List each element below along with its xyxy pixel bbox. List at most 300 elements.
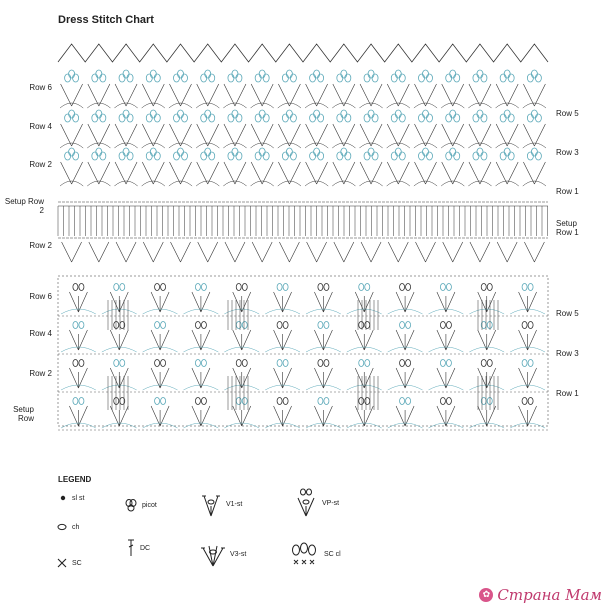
cluster-loop — [174, 114, 180, 122]
picot-loop — [201, 284, 206, 291]
picot-loop — [79, 360, 84, 367]
cluster-loop — [92, 152, 98, 160]
picot-loop — [73, 360, 78, 367]
picot-loop — [406, 284, 411, 291]
top-left-label-row2: Row 2 — [29, 160, 52, 169]
cluster-loop — [146, 152, 152, 160]
v-stitch — [142, 124, 164, 146]
picot-loop — [155, 398, 160, 405]
bottom-left-label-row2: Row 2 — [29, 369, 52, 378]
picot-loop — [446, 322, 451, 329]
cluster-loop — [119, 152, 125, 160]
cluster-loop — [395, 70, 401, 78]
cluster-loop — [123, 70, 129, 78]
cluster-loop — [500, 152, 506, 160]
v-stitch — [523, 124, 545, 146]
picot-loop — [236, 322, 241, 329]
cluster-loop — [73, 74, 79, 82]
cluster-loop — [182, 114, 188, 122]
picot-loop — [528, 322, 533, 329]
picot-loop — [283, 322, 288, 329]
cluster-loop — [504, 70, 510, 78]
v-stitch — [61, 84, 83, 106]
cluster-loop — [201, 114, 207, 122]
cluster-loop — [69, 70, 75, 78]
v-stitch — [524, 242, 544, 262]
cluster-loop — [454, 114, 460, 122]
v-stitch — [415, 162, 437, 184]
top-left-label-row4: Row 4 — [29, 122, 52, 131]
picot-loop — [242, 398, 247, 405]
cluster-loop — [419, 74, 425, 82]
cluster-loop — [123, 148, 129, 156]
cluster-loop — [477, 110, 483, 118]
cluster-loop — [150, 70, 156, 78]
flower-logo-icon: ✿ — [479, 588, 493, 602]
cluster-loop — [535, 74, 541, 82]
cluster-loop — [65, 152, 71, 160]
cluster-loop — [535, 114, 541, 122]
cluster-loop — [290, 152, 296, 160]
bottom-left-label-row6: Row 6 — [29, 292, 52, 301]
cluster-loop — [337, 114, 343, 122]
picot-loop — [236, 360, 241, 367]
cluster-loop — [364, 114, 370, 122]
picot-loop — [114, 284, 119, 291]
bottom-stitch-chart — [58, 276, 548, 430]
v-stitch — [388, 242, 408, 262]
top-right-label-setup-row1: Setup Row 1 — [556, 219, 579, 237]
cluster-loop — [318, 74, 324, 82]
picot-loop — [406, 322, 411, 329]
cluster-loop — [318, 152, 324, 160]
x-cross-icon — [56, 557, 68, 569]
picot-loop — [359, 322, 364, 329]
top-left-label-setup-row2: Setup Row 2 — [4, 197, 44, 215]
legend-item-ch — [56, 522, 79, 532]
cluster-loop — [201, 152, 207, 160]
cluster-loop — [205, 148, 211, 156]
vp-stitch-icon — [294, 488, 318, 518]
legend-item-v3-st — [200, 540, 246, 568]
v-stitch — [387, 84, 409, 106]
picot-loop — [195, 284, 200, 291]
cluster-loop — [391, 114, 397, 122]
cluster-loop — [232, 148, 238, 156]
v-stitch — [443, 242, 463, 262]
cluster-loop — [395, 110, 401, 118]
cluster-loop — [286, 148, 292, 156]
picot-loop — [195, 360, 200, 367]
v-stitch — [306, 162, 328, 184]
picot-loop — [155, 360, 160, 367]
picot-loop — [277, 284, 282, 291]
v-stitch — [224, 84, 246, 106]
legend-label: V3-st — [230, 550, 247, 558]
cluster-loop — [96, 70, 102, 78]
bottom-left-label-row4: Row 4 — [29, 329, 52, 338]
picot-loop — [406, 360, 411, 367]
v-stitch — [224, 162, 246, 184]
picot-loop — [120, 284, 125, 291]
picot-loop — [440, 322, 445, 329]
cluster-loop — [337, 74, 343, 82]
picot-loop — [201, 322, 206, 329]
v-stitch — [416, 242, 436, 262]
v1-stitch-icon — [200, 490, 222, 518]
v-stitch — [469, 84, 491, 106]
cluster-loop — [341, 148, 347, 156]
cluster-loop — [178, 70, 184, 78]
cluster-loop — [423, 110, 429, 118]
cluster-loop — [531, 110, 537, 118]
cluster-loop — [100, 152, 106, 160]
bottom-right-label-row3: Row 3 — [556, 349, 579, 358]
cluster-loop — [399, 152, 405, 160]
v-stitch — [115, 162, 137, 184]
cluster-loop — [391, 74, 397, 82]
cluster-loop — [535, 152, 541, 160]
v-stitch — [415, 84, 437, 106]
cluster-loop — [69, 148, 75, 156]
picot-loop — [73, 284, 78, 291]
bottom-left-label-setup-row: Setup Row — [13, 405, 34, 423]
picot-loop — [446, 398, 451, 405]
cluster-loop — [427, 152, 433, 160]
cluster-loop — [69, 110, 75, 118]
picot-loop — [195, 322, 200, 329]
cluster-loop — [337, 152, 343, 160]
v-stitch — [171, 242, 191, 262]
v-stitch — [142, 84, 164, 106]
v-stitch — [115, 84, 137, 106]
picot-loop — [400, 322, 405, 329]
cluster-loop — [419, 114, 425, 122]
sc-cluster-icon — [288, 542, 320, 566]
picot-loop — [487, 284, 492, 291]
picot-loop — [481, 284, 486, 291]
legend-label: SC — [72, 559, 82, 567]
cluster-loop — [508, 74, 514, 82]
cluster-loop — [236, 114, 242, 122]
v-stitch — [61, 162, 83, 184]
cluster-loop — [65, 74, 71, 82]
picot-loop — [242, 284, 247, 291]
picot-loop — [440, 360, 445, 367]
legend-item-vp-st — [294, 488, 339, 518]
cluster-loop — [201, 74, 207, 82]
cluster-loop — [259, 110, 265, 118]
cluster-loop — [527, 114, 533, 122]
picot-loop — [400, 284, 405, 291]
cluster-loop — [427, 74, 433, 82]
v-stitch — [334, 242, 354, 262]
legend-item-sl-st — [58, 493, 84, 503]
v-stitch — [225, 242, 245, 262]
filled-dot-icon — [58, 493, 68, 503]
cluster-loop — [368, 148, 374, 156]
cluster-loop — [236, 152, 242, 160]
v-stitch — [306, 84, 328, 106]
cluster-loop — [174, 74, 180, 82]
v3-stitch-icon — [200, 540, 226, 568]
v-stitch — [469, 124, 491, 146]
legend-label: sl st — [72, 494, 85, 502]
picot-loop — [155, 322, 160, 329]
v-stitch — [442, 124, 464, 146]
cluster-loop — [427, 114, 433, 122]
picot-loop — [365, 360, 370, 367]
v-stitch — [523, 162, 545, 184]
watermark — [479, 586, 602, 604]
cluster-loop — [399, 114, 405, 122]
watermark-text: Страна Мам — [497, 586, 602, 604]
v-stitch — [497, 242, 517, 262]
cluster-loop — [473, 74, 479, 82]
cluster-loop — [318, 114, 324, 122]
v-stitch — [469, 162, 491, 184]
cluster-loop — [372, 114, 378, 122]
picot-loop — [324, 360, 329, 367]
cluster-loop — [146, 74, 152, 82]
legend-label: V1-st — [226, 500, 243, 508]
v-stitch — [142, 162, 164, 184]
picot-loop — [359, 360, 364, 367]
v-stitch — [307, 242, 327, 262]
cluster-loop — [481, 152, 487, 160]
legend-item-v1-st — [200, 490, 242, 518]
cluster-loop — [508, 152, 514, 160]
cluster-loop — [146, 114, 152, 122]
cluster-loop — [127, 152, 133, 160]
picot-loop — [446, 284, 451, 291]
cluster-loop — [391, 152, 397, 160]
chart-title: Dress Stitch Chart — [58, 14, 154, 26]
v-stitch — [306, 124, 328, 146]
cluster-loop — [205, 110, 211, 118]
picot-loop — [277, 398, 282, 405]
v-stitch — [523, 84, 545, 106]
cluster-loop — [310, 152, 316, 160]
cluster-loop — [450, 110, 456, 118]
legend-item-sc-cl — [288, 542, 341, 566]
v-stitch — [198, 242, 218, 262]
v-stitch — [361, 242, 381, 262]
picot-loop — [522, 284, 527, 291]
cluster-loop — [473, 114, 479, 122]
top-right-label-row3: Row 3 — [556, 148, 579, 157]
cluster-loop — [477, 70, 483, 78]
cluster-loop — [399, 74, 405, 82]
v-stitch — [88, 124, 110, 146]
cluster-loop — [178, 110, 184, 118]
v-stitch — [116, 242, 136, 262]
v-stitch — [360, 162, 382, 184]
picot-loop — [283, 398, 288, 405]
picot-loop — [324, 398, 329, 405]
cluster-loop — [263, 152, 269, 160]
cluster-loop — [419, 152, 425, 160]
picot-loop — [242, 360, 247, 367]
picot-loop — [236, 398, 241, 405]
cluster-loop — [259, 148, 265, 156]
chart-frame — [58, 276, 548, 426]
picot-loop — [522, 360, 527, 367]
picot-loop — [406, 398, 411, 405]
picot-loop — [161, 360, 166, 367]
legend-label: ch — [72, 523, 80, 531]
picot-loop — [155, 284, 160, 291]
cluster-loop — [127, 114, 133, 122]
cluster-loop — [259, 70, 265, 78]
picot-loop — [201, 398, 206, 405]
cluster-loop — [314, 70, 320, 78]
v-stitch — [197, 162, 219, 184]
picot-loop — [161, 284, 166, 291]
cluster-loop — [368, 110, 374, 118]
cluster-loop — [209, 114, 215, 122]
v-stitch — [333, 162, 355, 184]
v-stitch — [88, 162, 110, 184]
cluster-loop — [119, 114, 125, 122]
scallop-edge — [58, 44, 548, 62]
cluster-loop — [341, 110, 347, 118]
cluster-loop — [182, 152, 188, 160]
v-stitch — [252, 242, 272, 262]
picot-loop — [283, 360, 288, 367]
cluster-loop — [178, 148, 184, 156]
cluster-loop — [232, 70, 238, 78]
cluster-loop — [310, 114, 316, 122]
picot-loop — [283, 284, 288, 291]
cluster-loop — [504, 110, 510, 118]
cluster-loop — [209, 152, 215, 160]
dc-stitch-icon — [126, 538, 136, 558]
v-stitch — [333, 84, 355, 106]
cluster-loop — [255, 152, 261, 160]
cluster-loop — [65, 114, 71, 122]
picot-loop — [73, 398, 78, 405]
cluster-loop — [92, 74, 98, 82]
v-stitch — [115, 124, 137, 146]
cluster-loop — [500, 74, 506, 82]
cluster-loop — [531, 148, 537, 156]
cluster-loop — [73, 152, 79, 160]
v-stitch — [278, 124, 300, 146]
picot-loop — [318, 322, 323, 329]
cluster-loop — [446, 114, 452, 122]
picot-loop — [440, 284, 445, 291]
cluster-loop — [364, 74, 370, 82]
v-stitch — [197, 124, 219, 146]
picot-loop — [359, 398, 364, 405]
cluster-loop — [454, 74, 460, 82]
picot-loop — [161, 322, 166, 329]
cluster-loop — [372, 152, 378, 160]
cluster-loop — [531, 70, 537, 78]
v-stitch — [279, 242, 299, 262]
cluster-loop — [508, 114, 514, 122]
picot-loop — [528, 398, 533, 405]
cluster-loop — [100, 74, 106, 82]
v-stitch — [278, 84, 300, 106]
v-stitch — [333, 124, 355, 146]
picot-loop — [277, 360, 282, 367]
v-stitch — [224, 124, 246, 146]
v-stitch — [143, 242, 163, 262]
picot-loop — [318, 398, 323, 405]
v-stitch — [415, 124, 437, 146]
cluster-loop — [500, 114, 506, 122]
v-stitch — [62, 242, 82, 262]
v-stitch — [170, 84, 192, 106]
legend-title: LEGEND — [58, 475, 92, 484]
cluster-loop — [236, 74, 242, 82]
v-stitch — [278, 162, 300, 184]
picot-loop — [481, 360, 486, 367]
picot-loop — [487, 360, 492, 367]
legend-label: DC — [140, 544, 151, 552]
picot-loop — [446, 360, 451, 367]
cluster-loop — [232, 110, 238, 118]
picot-loop — [318, 284, 323, 291]
bottom-right-label-row1: Row 1 — [556, 389, 579, 398]
cluster-loop — [182, 74, 188, 82]
picot-loop — [365, 398, 370, 405]
cluster-loop — [228, 152, 234, 160]
cluster-loop — [92, 114, 98, 122]
v-stitch — [496, 84, 518, 106]
picot-loop — [242, 322, 247, 329]
v-stitch — [387, 124, 409, 146]
cluster-loop — [310, 74, 316, 82]
top-right-label-row5: Row 5 — [556, 109, 579, 118]
cluster-loop — [527, 74, 533, 82]
v-stitch — [170, 162, 192, 184]
cluster-loop — [395, 148, 401, 156]
picot-loop — [522, 398, 527, 405]
legend-item-dc — [126, 538, 150, 558]
picot-loop — [236, 284, 241, 291]
cluster-loop — [364, 152, 370, 160]
cluster-loop — [372, 74, 378, 82]
cluster-loop — [368, 70, 374, 78]
cluster-loop — [228, 74, 234, 82]
v-stitch — [496, 124, 518, 146]
picot-loop — [528, 360, 533, 367]
picot-loop — [400, 360, 405, 367]
cluster-loop — [255, 74, 261, 82]
cluster-loop — [423, 148, 429, 156]
top-right-label-row1: Row 1 — [556, 187, 579, 196]
cluster-loop — [154, 74, 160, 82]
v-stitch — [89, 242, 109, 262]
picot-loop — [365, 322, 370, 329]
cluster-loop — [282, 152, 288, 160]
cluster-loop — [477, 148, 483, 156]
cluster-loop — [290, 74, 296, 82]
picot-loop — [79, 322, 84, 329]
cluster-loop — [150, 110, 156, 118]
cluster-loop — [314, 110, 320, 118]
top-left-label-row2-bottom: Row 2 — [29, 241, 52, 250]
cluster-loop — [446, 74, 452, 82]
v-stitch — [251, 124, 273, 146]
cluster-loop — [123, 110, 129, 118]
v-stitch — [496, 162, 518, 184]
top-stitch-chart — [58, 44, 548, 262]
picot-loop — [400, 398, 405, 405]
